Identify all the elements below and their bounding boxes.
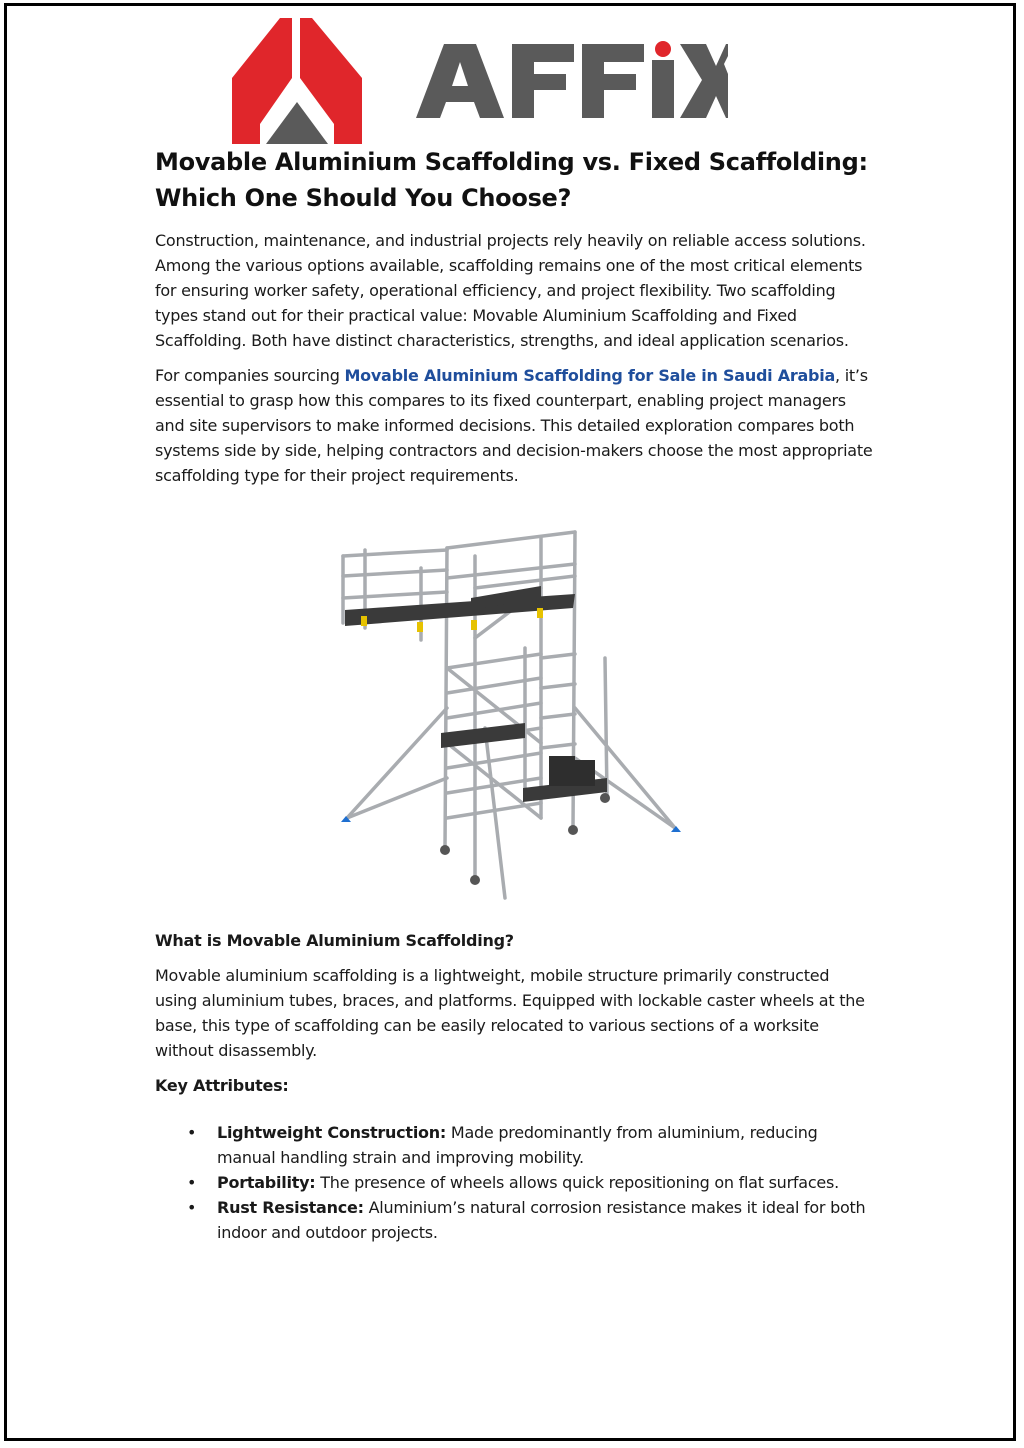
attribute-text: Aluminium’s natural corrosion resistance makes it ideal for both indoor and outdoor projects. <box>217 1198 866 1242</box>
title-line-2: Which One Should You Choose? <box>155 184 572 212</box>
article-content <box>155 144 875 1245</box>
bullet-icon: • <box>187 1173 197 1192</box>
attribute-term: Lightweight Construction: <box>217 1123 447 1142</box>
key-attributes-title: Key Attributes: <box>155 1076 289 1095</box>
attributes-list <box>155 1120 875 1245</box>
sale-link[interactable]: Movable Aluminium Scaffolding for Sale in Saudi Arabia <box>344 366 836 385</box>
title-line-1: Movable Aluminium Scaffolding vs. Fixed Scaffolding: <box>155 148 868 176</box>
sourcing-suffix: , it’s essential to grasp how this compares to its fixed counterpart, enabling project managers and site supervisors to make informed decisions. This detailed exploration compares both systems side by side, helping contractors and decision-makers choose the most appropriate scaffolding type for their project requirements. <box>155 366 873 485</box>
sourcing-prefix: For companies sourcing <box>155 366 345 385</box>
section-heading: What is Movable Aluminium Scaffolding? <box>155 931 514 950</box>
bullet-icon: • <box>187 1198 197 1217</box>
attribute-text: Made predominantly from aluminium, reducing manual handling strain and improving mobility. <box>217 1123 818 1167</box>
affix-logo <box>230 16 730 146</box>
list-item <box>155 1120 875 1170</box>
list-item <box>155 1170 875 1195</box>
logo-wordmark <box>416 41 728 118</box>
article-title <box>155 144 875 216</box>
bullet-icon: • <box>187 1123 197 1142</box>
section-body: Movable aluminium scaffolding is a lightweight, mobile structure primarily constructed using aluminium tubes, braces, and platforms. Equipped with lockable caster wheels at the base, this type of scaffolding can be easily relocated to various sections of a worksite without disassembly. <box>155 966 865 1060</box>
list-item <box>155 1195 875 1245</box>
intro-paragraph: Construction, maintenance, and industrial projects rely heavily on reliable access solutions. Among the various options available, scaffolding remains one of the most critical elements for ensuring worker safety, operational efficiency, and project flexibility. Two scaffolding types stand out for their practical value: Movable Aluminium Scaffolding and Fixed Scaffolding. Both have distinct characteristics, strengths, and ideal application scenarios. <box>155 231 866 350</box>
sourcing-paragraph <box>155 363 875 488</box>
logo-mark-base <box>266 102 328 144</box>
scaffold-tower-illustration <box>335 528 715 913</box>
attribute-term: Portability: <box>217 1173 316 1192</box>
attribute-term: Rust Resistance: <box>217 1198 364 1217</box>
attribute-text: The presence of wheels allows quick repositioning on flat surfaces. <box>315 1173 839 1192</box>
